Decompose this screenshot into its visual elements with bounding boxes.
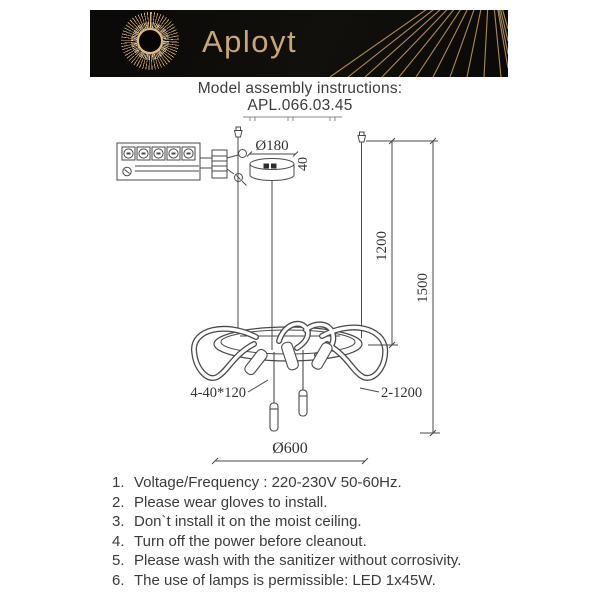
instruction-number: 1. [112,474,125,491]
label-lamp-spec: 4-40*120 [190,385,246,401]
dimension-lines [212,138,440,464]
instruction-item [112,571,572,591]
instruction-item [112,532,572,552]
instruction-text: The use of lamps is permissible: LED 1x45W. [134,571,436,589]
ceiling-line [243,117,342,121]
instruction-item [112,493,572,513]
ring-lamps [243,341,334,376]
instruction-item [112,473,572,493]
dim-ring-diameter: Ø600 [272,440,308,457]
instruction-number: 3. [112,513,125,530]
instruction-text: Voltage/Frequency : 220-230V 50-60Hz. [134,474,402,491]
dim-canopy-diameter: Ø180 [255,138,289,154]
instruction-number: 2. [112,493,125,511]
brand-name: Aployt [202,24,298,59]
wiring-diagram [117,143,247,186]
dim-total-drop: 1500 [415,273,431,303]
instruction-item [112,551,572,571]
instruction-text: Don`t install it on the moist ceiling. [134,513,362,530]
technical-drawing [90,112,510,472]
instruction-item [112,512,572,532]
canopy [247,152,298,181]
instruction-number: 5. [112,552,125,569]
dim-cable-drop: 1200 [374,231,390,261]
brand-banner [90,10,508,77]
label-cable-spec: 2-1200 [381,385,423,401]
instruction-list [112,473,572,590]
model-number: APL.066.03.45 [247,97,353,114]
instruction-number: 6. [112,571,125,589]
corner-rays-decoration [308,10,508,77]
title-line: Model assembly instructions: [197,80,403,97]
instruction-text: Turn off the power before cleanout. [134,532,367,550]
dim-canopy-height: 40 [296,157,311,171]
instruction-text: Please wash with the sanitizer without corrosivity. [134,552,462,569]
instruction-number: 4. [112,532,125,550]
starburst-center [137,28,163,54]
title-block [0,80,600,114]
chandelier-ring [194,324,385,431]
instruction-text: Please wear gloves to install. [134,493,328,511]
